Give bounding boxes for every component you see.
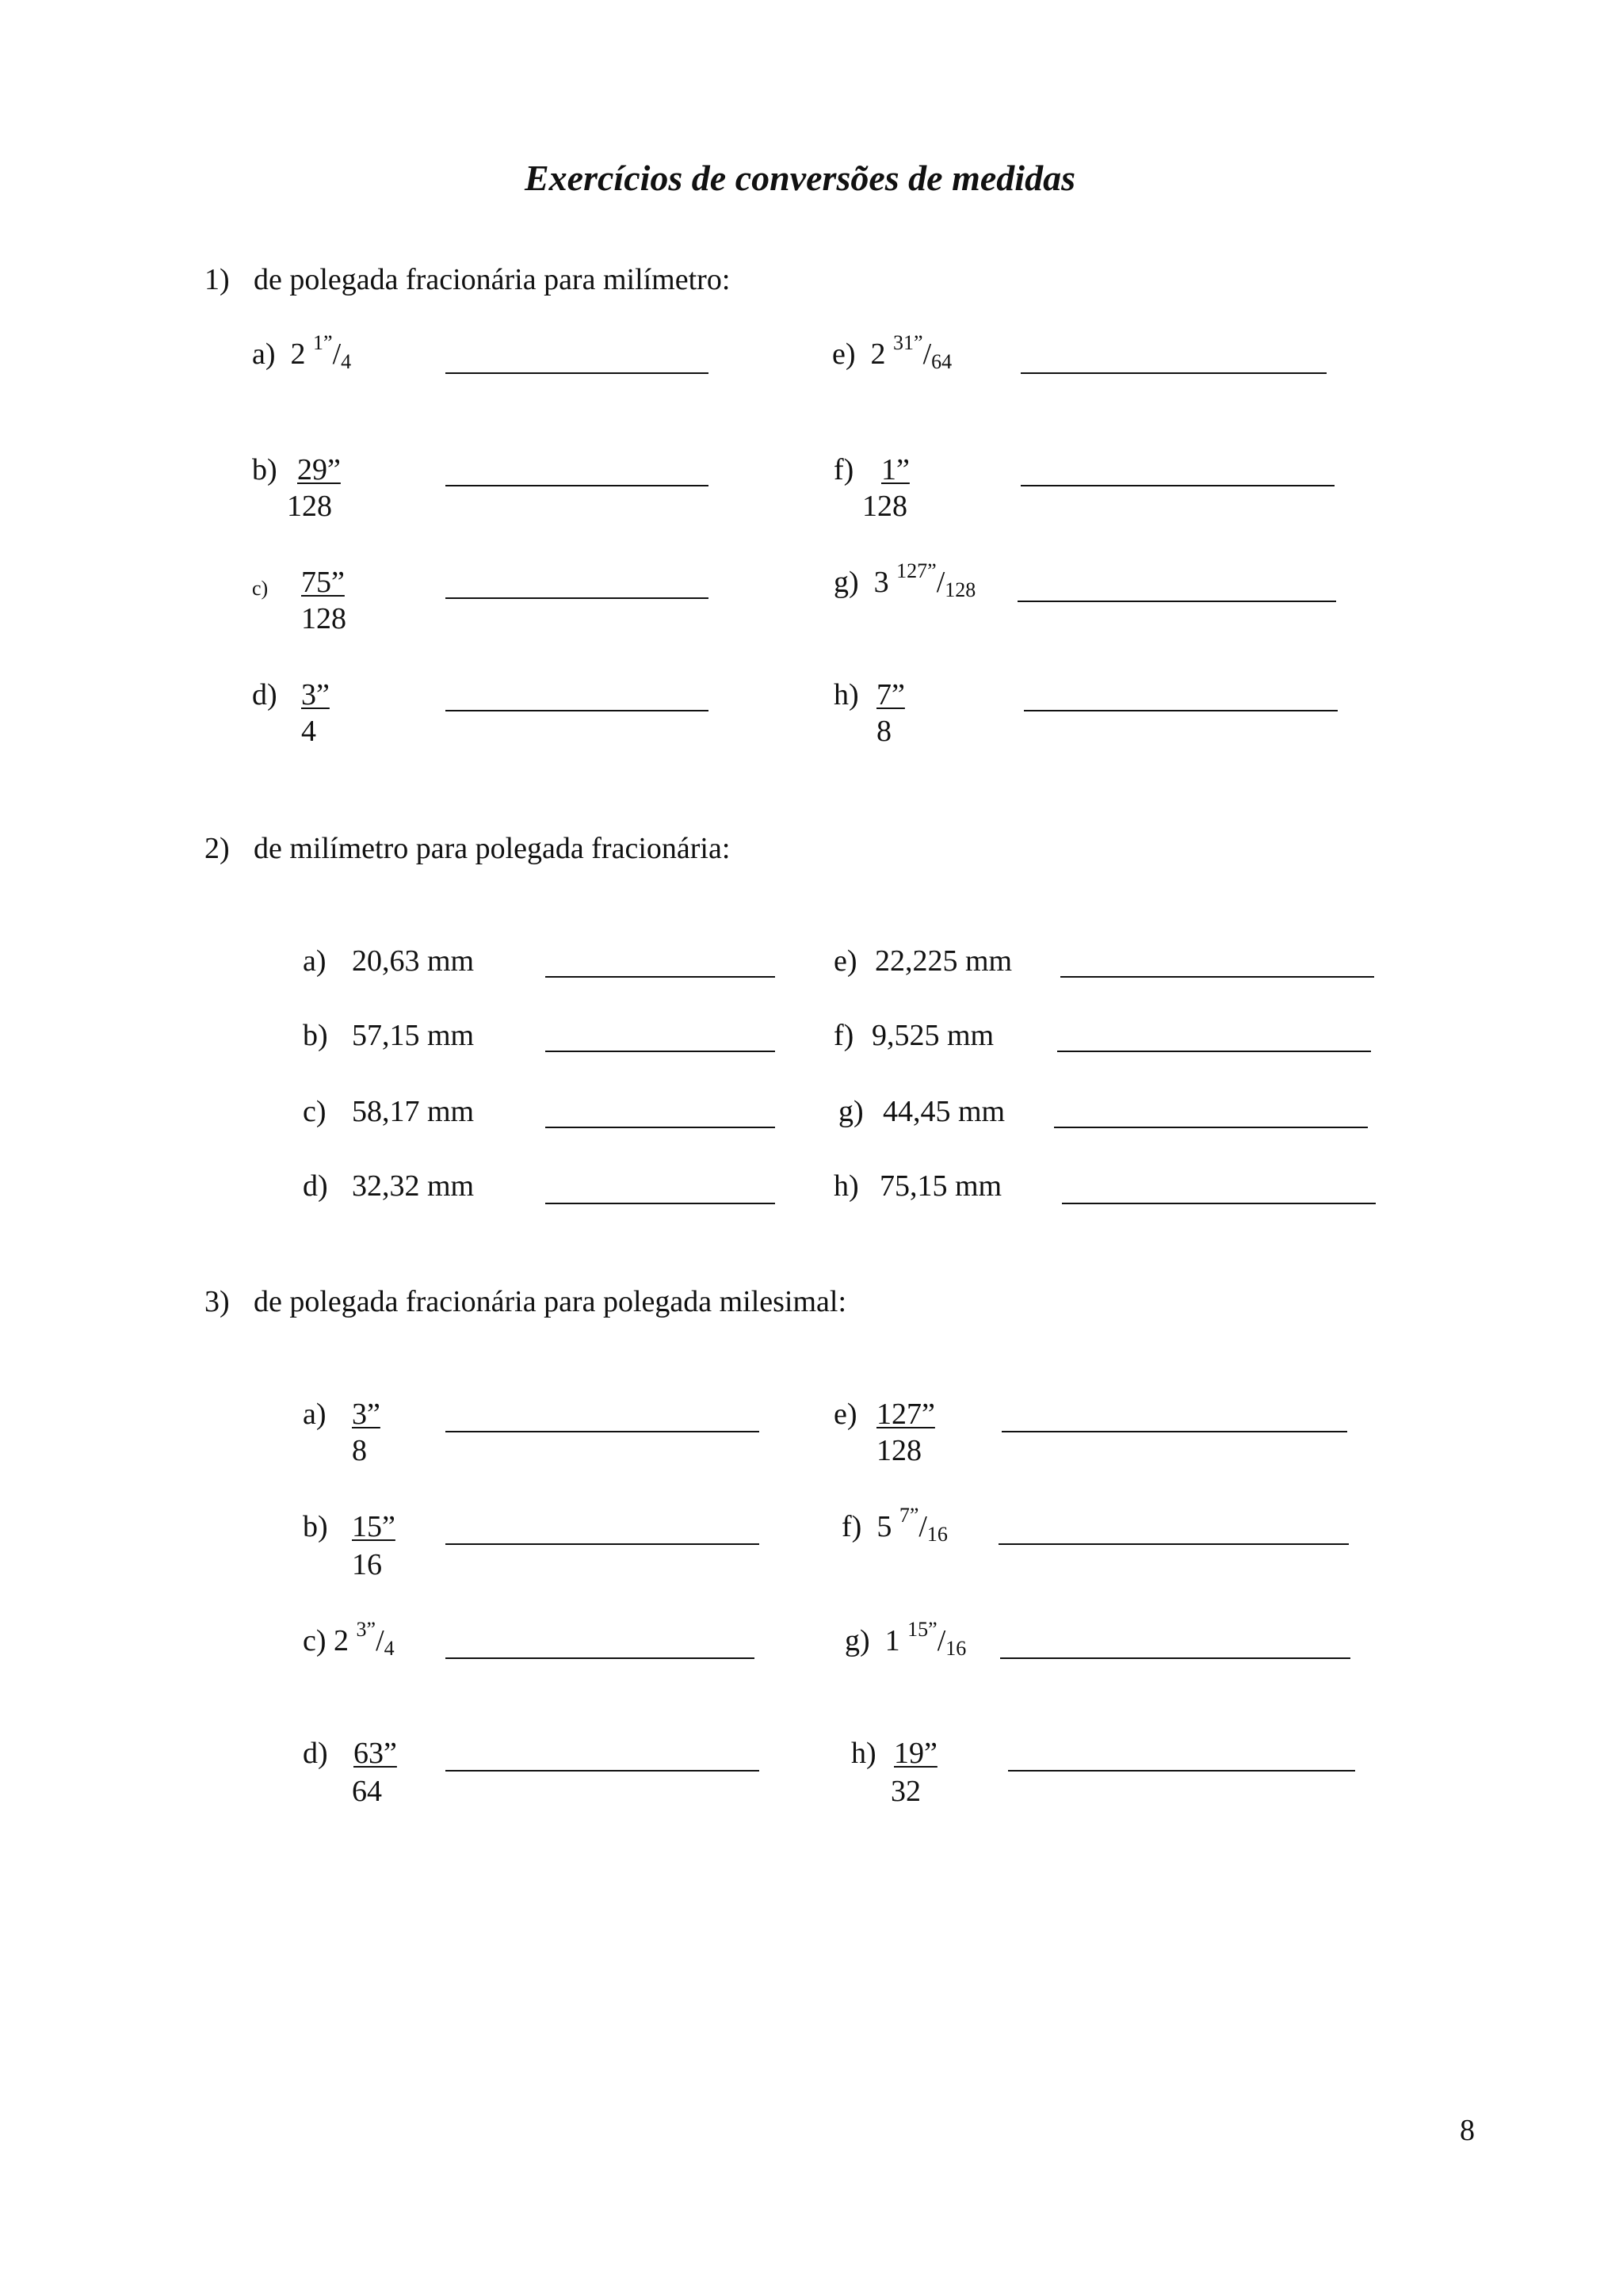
exercise-2f-value: 9,525 mm xyxy=(872,1019,995,1052)
answer-blank-2b[interactable] xyxy=(545,1051,775,1052)
item-label: e) xyxy=(832,338,856,371)
item-label: c) xyxy=(303,1624,327,1657)
fraction-numerator: 1” xyxy=(881,453,910,486)
exercise-3a-label: a) xyxy=(303,1398,327,1431)
answer-blank-3c[interactable] xyxy=(445,1657,754,1659)
answer-blank-3e[interactable] xyxy=(1002,1431,1347,1432)
mixed-numerator: 31” xyxy=(893,331,923,354)
mixed-whole: 1 xyxy=(884,1624,900,1657)
answer-blank-1g[interactable] xyxy=(1018,601,1336,602)
answer-blank-3h[interactable] xyxy=(1008,1770,1355,1772)
item-label: a) xyxy=(252,338,276,371)
fraction-denominator: 8 xyxy=(352,1434,367,1467)
answer-blank-2g[interactable] xyxy=(1054,1127,1368,1128)
section-3-heading: de polegada fracionária para polegada milesimal: xyxy=(254,1285,847,1318)
fraction-denominator: 16 xyxy=(352,1548,382,1581)
fraction-denominator: 128 xyxy=(301,602,346,635)
exercise-2b-value: 57,15 mm xyxy=(352,1019,475,1052)
exercise-2b-label: b) xyxy=(303,1019,328,1052)
mixed-denominator: 4 xyxy=(384,1637,395,1660)
fraction-denominator: 128 xyxy=(862,490,907,523)
answer-blank-2c[interactable] xyxy=(545,1127,775,1128)
answer-blank-2e[interactable] xyxy=(1060,976,1374,978)
exercise-3b-label: b) xyxy=(303,1510,328,1543)
mixed-numerator: 7” xyxy=(899,1504,919,1527)
fraction-denominator: 8 xyxy=(876,715,892,748)
fraction-denominator: 32 xyxy=(891,1775,921,1808)
answer-blank-2a[interactable] xyxy=(545,976,775,978)
exercise-2d-label: d) xyxy=(303,1169,328,1203)
exercise-2e-value: 22,225 mm xyxy=(875,944,1013,978)
answer-blank-1f[interactable] xyxy=(1021,485,1335,486)
answer-blank-1e[interactable] xyxy=(1021,372,1327,374)
exercise-2h-value: 75,15 mm xyxy=(880,1169,1002,1203)
exercise-2a-value: 20,63 mm xyxy=(352,944,475,978)
fraction-denominator: 128 xyxy=(876,1434,922,1467)
answer-blank-1c[interactable] xyxy=(445,597,708,599)
section-1-heading: de polegada fracionária para milímetro: xyxy=(254,263,731,296)
answer-blank-1b[interactable] xyxy=(445,485,708,486)
answer-blank-3d[interactable] xyxy=(445,1770,759,1772)
fraction-slash: / xyxy=(936,566,945,599)
fraction-slash: / xyxy=(922,338,932,371)
answer-blank-2d[interactable] xyxy=(545,1203,775,1204)
fraction-numerator: 75” xyxy=(301,566,345,599)
answer-blank-1d[interactable] xyxy=(445,710,708,711)
section-3-number: 3) xyxy=(204,1285,230,1318)
fraction-denominator: 128 xyxy=(287,490,332,523)
mixed-denominator: 128 xyxy=(945,578,976,601)
fraction-numerator: 3” xyxy=(301,678,330,711)
exercise-2a-label: a) xyxy=(303,944,327,978)
exercise-1e xyxy=(832,331,953,373)
exercise-2d-value: 32,32 mm xyxy=(352,1169,475,1203)
answer-blank-3b[interactable] xyxy=(445,1543,759,1545)
fraction-numerator: 7” xyxy=(876,678,905,711)
exercise-3e-label: e) xyxy=(834,1398,857,1431)
fraction-numerator: 127” xyxy=(876,1398,935,1431)
fraction-numerator: 63” xyxy=(353,1737,397,1770)
exercise-1g xyxy=(834,559,976,601)
item-label: f) xyxy=(842,1510,862,1543)
exercise-3g xyxy=(845,1618,967,1660)
mixed-denominator: 16 xyxy=(926,1523,948,1546)
fraction-denominator: 64 xyxy=(352,1775,382,1808)
exercise-1a xyxy=(252,331,352,373)
exercise-1d-label: d) xyxy=(252,678,277,711)
exercise-3c xyxy=(303,1618,395,1660)
mixed-numerator: 127” xyxy=(896,559,937,582)
fraction-numerator: 3” xyxy=(352,1398,380,1431)
item-label: g) xyxy=(845,1624,870,1657)
fraction-numerator: 19” xyxy=(894,1737,938,1770)
exercise-3d-label: d) xyxy=(303,1737,328,1770)
fraction-slash: / xyxy=(332,338,342,371)
exercise-2h-label: h) xyxy=(834,1169,859,1203)
mixed-whole: 2 xyxy=(334,1624,349,1657)
mixed-numerator: 3” xyxy=(356,1618,376,1641)
answer-blank-2h[interactable] xyxy=(1062,1203,1376,1204)
mixed-denominator: 64 xyxy=(931,350,953,373)
exercise-2g-label: g) xyxy=(838,1095,864,1128)
exercise-1c-label: c) xyxy=(252,577,269,600)
section-1-number: 1) xyxy=(204,263,230,296)
answer-blank-3g[interactable] xyxy=(1000,1657,1350,1659)
section-2-number: 2) xyxy=(204,832,230,865)
fraction-denominator: 4 xyxy=(301,715,316,748)
exercise-2c-value: 58,17 mm xyxy=(352,1095,475,1128)
mixed-whole: 5 xyxy=(876,1510,892,1543)
item-label: g) xyxy=(834,566,859,599)
fraction-slash: / xyxy=(376,1624,384,1657)
exercise-1b-label: b) xyxy=(252,453,277,486)
mixed-whole: 2 xyxy=(290,338,306,371)
mixed-whole: 2 xyxy=(870,338,886,371)
mixed-whole: 3 xyxy=(873,566,889,599)
fraction-numerator: 29” xyxy=(297,453,341,486)
exercise-2e-label: e) xyxy=(834,944,857,978)
mixed-denominator: 4 xyxy=(341,350,352,373)
exercise-3h-label: h) xyxy=(851,1737,876,1770)
exercise-2c-label: c) xyxy=(303,1095,327,1128)
section-2-heading: de milímetro para polegada fracionária: xyxy=(254,832,731,865)
page-number: 8 xyxy=(1460,2114,1475,2147)
mixed-denominator: 16 xyxy=(945,1637,967,1660)
fraction-slash: / xyxy=(937,1624,946,1657)
answer-blank-2f[interactable] xyxy=(1057,1051,1371,1052)
exercise-1f-label: f) xyxy=(834,453,854,486)
page-title: Exercícios de conversões de medidas xyxy=(525,158,1075,198)
mixed-numerator: 1” xyxy=(313,331,333,354)
answer-blank-3f[interactable] xyxy=(999,1543,1349,1545)
exercise-3f xyxy=(842,1504,948,1546)
exercise-1h-label: h) xyxy=(834,678,859,711)
fraction-numerator: 15” xyxy=(352,1510,395,1543)
mixed-numerator: 15” xyxy=(907,1618,938,1641)
answer-blank-3a[interactable] xyxy=(445,1431,759,1432)
exercise-2f-label: f) xyxy=(834,1019,854,1052)
exercise-2g-value: 44,45 mm xyxy=(883,1095,1006,1128)
answer-blank-1h[interactable] xyxy=(1024,710,1338,711)
answer-blank-1a[interactable] xyxy=(445,372,708,374)
fraction-slash: / xyxy=(918,1510,927,1543)
